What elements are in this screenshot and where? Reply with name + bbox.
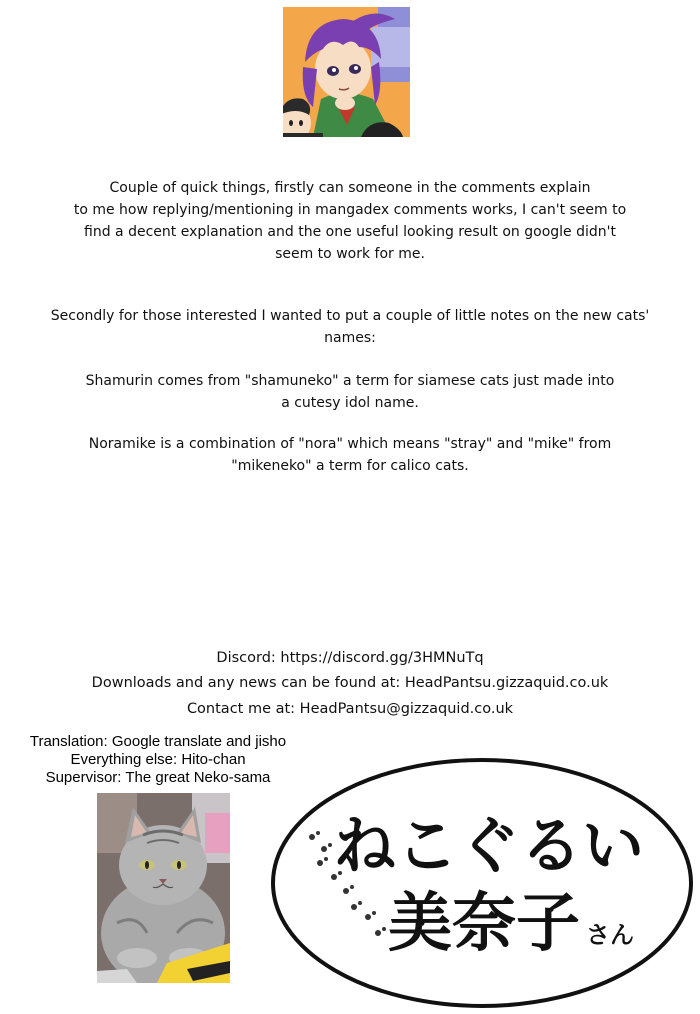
- logo-oval: [273, 760, 691, 1006]
- notes-paragraph: [0, 305, 700, 349]
- contact-email-link[interactable]: Contact me at: HeadPantsu@gizzaquid.co.uk: [186, 701, 514, 717]
- notes-line: names:: [324, 330, 376, 346]
- shamurin-paragraph: [0, 370, 700, 414]
- shamurin-line: Shamurin comes from "shamuneko" a term for siamese cats just made into: [85, 373, 615, 389]
- grey-cat-photo: [97, 793, 230, 983]
- intro-paragraph: [0, 177, 700, 265]
- logo-title-line1: ねこぐるい: [334, 809, 645, 882]
- anime-character-illustration: [283, 7, 410, 137]
- intro-line: to me how replying/mentioning in mangadex comments works, I can't seem to: [73, 202, 627, 218]
- shamurin-line: a cutesy idol name.: [281, 395, 419, 411]
- series-logo: [270, 757, 694, 1009]
- noramike-paragraph: [0, 433, 700, 477]
- contact-text: [0, 698, 700, 720]
- intro-line: Couple of quick things, firstly can someone in the comments explain: [109, 180, 591, 196]
- downloads-text: [0, 672, 700, 694]
- credit-translation: Translation: Google translate and jisho: [29, 733, 287, 750]
- intro-line: find a decent explanation and the one useful looking result on google didn't: [84, 224, 616, 240]
- discord-link[interactable]: Discord: https://discord.gg/3HMNuTq: [216, 650, 484, 666]
- intro-line: seem to work for me.: [275, 246, 425, 262]
- credit-everything-else: Everything else: Hito-chan: [70, 751, 246, 768]
- logo-suffix: さん: [586, 921, 634, 949]
- noramike-line: Noramike is a combination of "nora" which means "stray" and "mike" from: [88, 436, 612, 452]
- noramike-line: "mikeneko" a term for calico cats.: [231, 458, 469, 474]
- discord-link-text: [0, 647, 700, 669]
- logo-title-line2: 美奈子: [388, 887, 580, 961]
- staff-credits: [8, 733, 308, 787]
- credit-supervisor: Supervisor: The great Neko-sama: [45, 769, 271, 786]
- notes-line: Secondly for those interested I wanted to put a couple of little notes on the new cats': [50, 308, 650, 324]
- downloads-link[interactable]: Downloads and any news can be found at: HeadPantsu.gizzaquid.co.uk: [91, 675, 609, 691]
